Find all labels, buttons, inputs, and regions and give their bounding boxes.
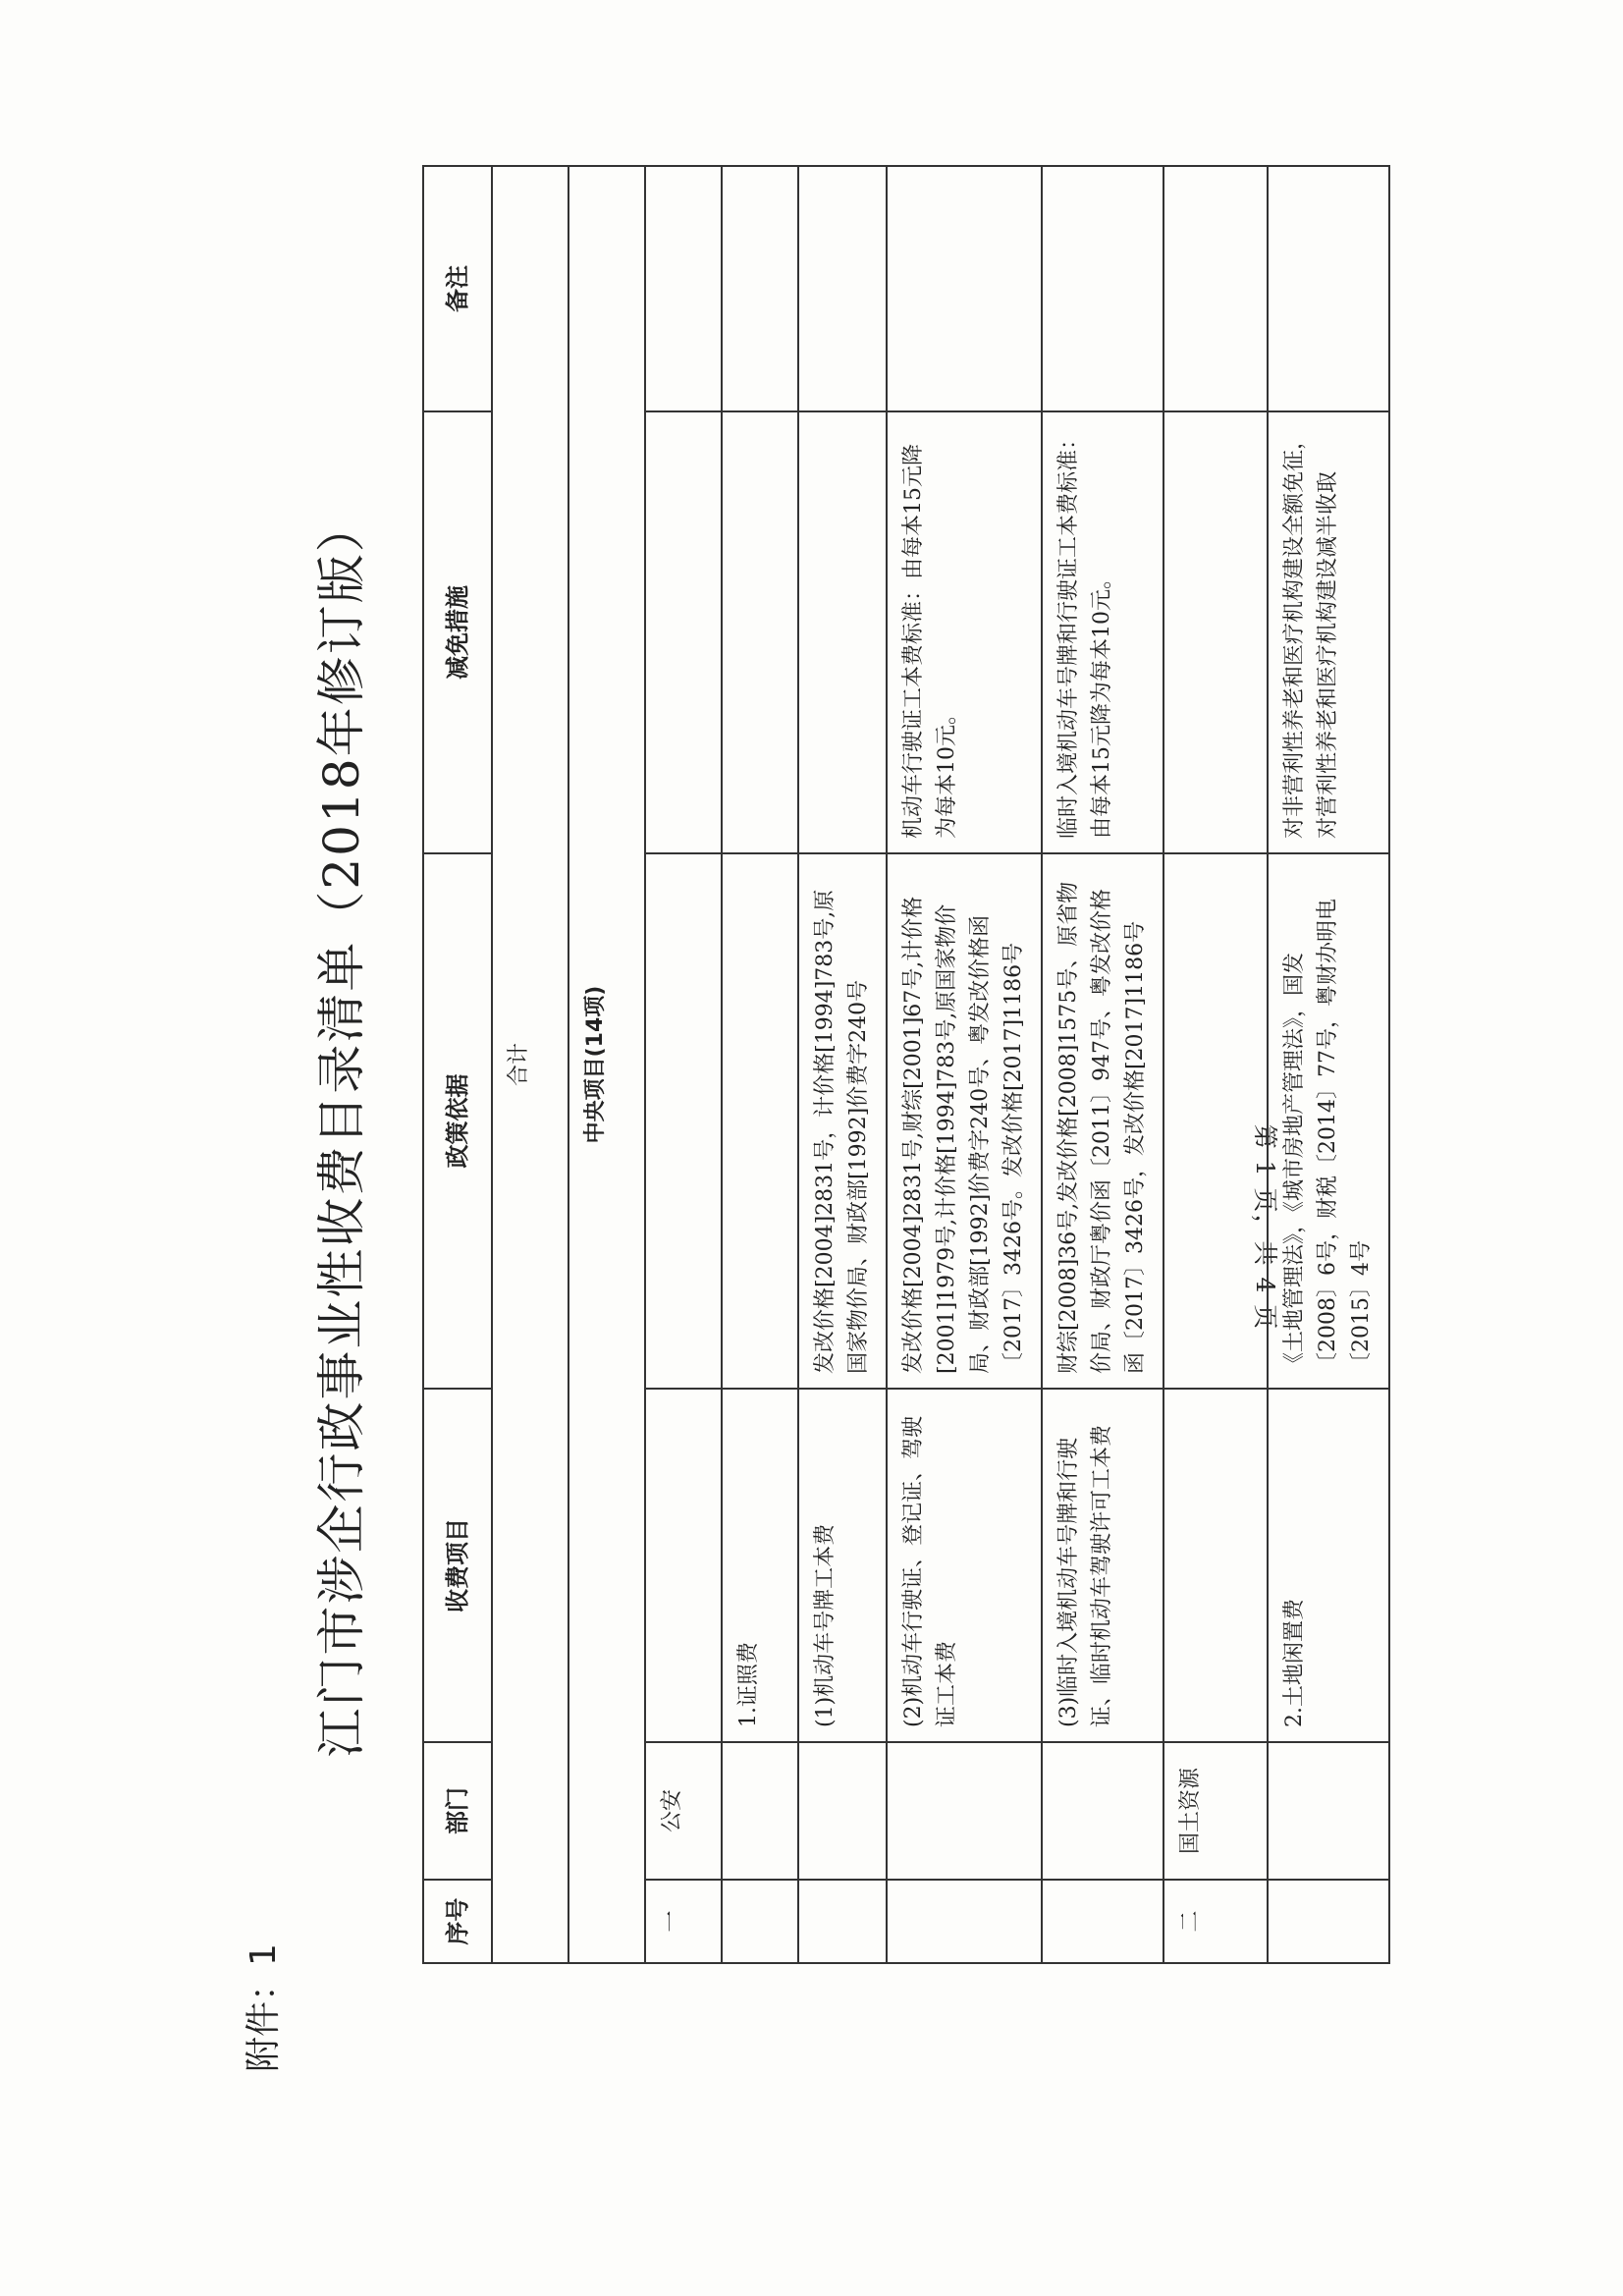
cell-basis: 《土地管理法》，《城市房地产管理法》，国发〔2008〕6号，财税〔2014〕77号，粤财办明电〔2015〕4号 xyxy=(1268,853,1389,1389)
cell-basis: 发改价格[2004]2831号,财综[2001]67号,计价格[2001]1979号,计价格[1994]783号,原国家物价局、财政部[1992]价费字240号、粤发改价格函〔2017〕3426号。发改价格[2017]1186号 xyxy=(887,853,1042,1389)
cell-seq xyxy=(1042,1880,1163,1963)
header-remarks: 备注 xyxy=(423,166,492,411)
cell-seq xyxy=(887,1880,1042,1963)
header-seq: 序号 xyxy=(423,1880,492,1963)
cell-note xyxy=(722,166,798,411)
cell-note xyxy=(1042,166,1163,411)
cell-seq xyxy=(1268,1880,1389,1963)
cell-basis xyxy=(722,853,798,1389)
cell-seq xyxy=(798,1880,887,1963)
cell-dept xyxy=(887,1742,1042,1880)
total-label: 合计 xyxy=(492,166,568,1963)
cell-dept xyxy=(1268,1742,1389,1880)
cell-measure xyxy=(645,411,722,853)
cell-seq xyxy=(722,1880,798,1963)
cell-basis: 财综[2008]36号,发改价格[2008]1575号、原省物价局、财政厅粤价函〔2011〕947号、粤发改价格函〔2017〕3426号，发改价格[2017]1186号 xyxy=(1042,853,1163,1389)
cell-note xyxy=(798,166,887,411)
cell-item: (3)临时入境机动车号牌和行驶证、临时机动车驾驶许可工本费 xyxy=(1042,1389,1163,1742)
cell-item xyxy=(1163,1389,1268,1742)
header-relief-measures: 减免措施 xyxy=(423,411,492,853)
table-row xyxy=(645,166,722,1963)
cell-item: 1.证照费 xyxy=(722,1389,798,1742)
table-row xyxy=(1042,166,1163,1963)
page-number: 第 1 页，共 4 页 xyxy=(1251,1123,1279,1332)
cell-measure: 临时入境机动车号牌和行驶证工本费标准：由每本15元降为每本10元。 xyxy=(1042,411,1163,853)
cell-item xyxy=(645,1389,722,1742)
header-policy-basis: 政策依据 xyxy=(423,853,492,1389)
cell-basis xyxy=(1163,853,1268,1389)
cell-measure xyxy=(1163,411,1268,853)
header-row xyxy=(423,166,492,1963)
table-row xyxy=(722,166,798,1963)
cell-seq: 二 xyxy=(1163,1880,1268,1963)
header-fee-item: 收费项目 xyxy=(423,1389,492,1742)
table-row xyxy=(1268,166,1389,1963)
table-row xyxy=(887,166,1042,1963)
section-central: 中央项目(14项) xyxy=(568,166,645,1963)
cell-note xyxy=(887,166,1042,411)
cell-dept xyxy=(722,1742,798,1880)
table-row xyxy=(1163,166,1268,1963)
cell-seq: 一 xyxy=(645,1880,722,1963)
cell-item: (1)机动车号牌工本费 xyxy=(798,1389,887,1742)
cell-item: 2.土地闲置费 xyxy=(1268,1389,1389,1742)
cell-dept xyxy=(798,1742,887,1880)
cell-dept: 公安 xyxy=(645,1742,722,1880)
total-row xyxy=(492,166,568,1963)
cell-measure: 机动车行驶证工本费标准：由每本15元降为每本10元。 xyxy=(887,411,1042,853)
cell-item: (2)机动车行驶证、登记证、驾驶证工本费 xyxy=(887,1389,1042,1742)
fee-catalog-table xyxy=(422,165,1390,1964)
cell-note xyxy=(1268,166,1389,411)
cell-basis xyxy=(645,853,722,1389)
section-row xyxy=(568,166,645,1963)
cell-measure xyxy=(798,411,887,853)
cell-measure xyxy=(722,411,798,853)
cell-dept: 国土资源 xyxy=(1163,1742,1268,1880)
cell-measure: 对非营利性养老和医疗机构建设全额免征，对营利性养老和医疗机构建设减半收取 xyxy=(1268,411,1389,853)
attachment-label: 附件：1 xyxy=(243,1943,284,2072)
header-dept: 部门 xyxy=(423,1742,492,1880)
cell-basis: 发改价格[2004]2831号，计价格[1994]783号,原国家物价局、财政部[1992]价费字240号 xyxy=(798,853,887,1389)
cell-note xyxy=(1163,166,1268,411)
table-row xyxy=(798,166,887,1963)
document-title: 江门市涉企行政事业性收费目录清单（2018年修订版） xyxy=(313,501,370,1758)
cell-note xyxy=(645,166,722,411)
rotated-page xyxy=(196,128,1375,2092)
cell-dept xyxy=(1042,1742,1163,1880)
